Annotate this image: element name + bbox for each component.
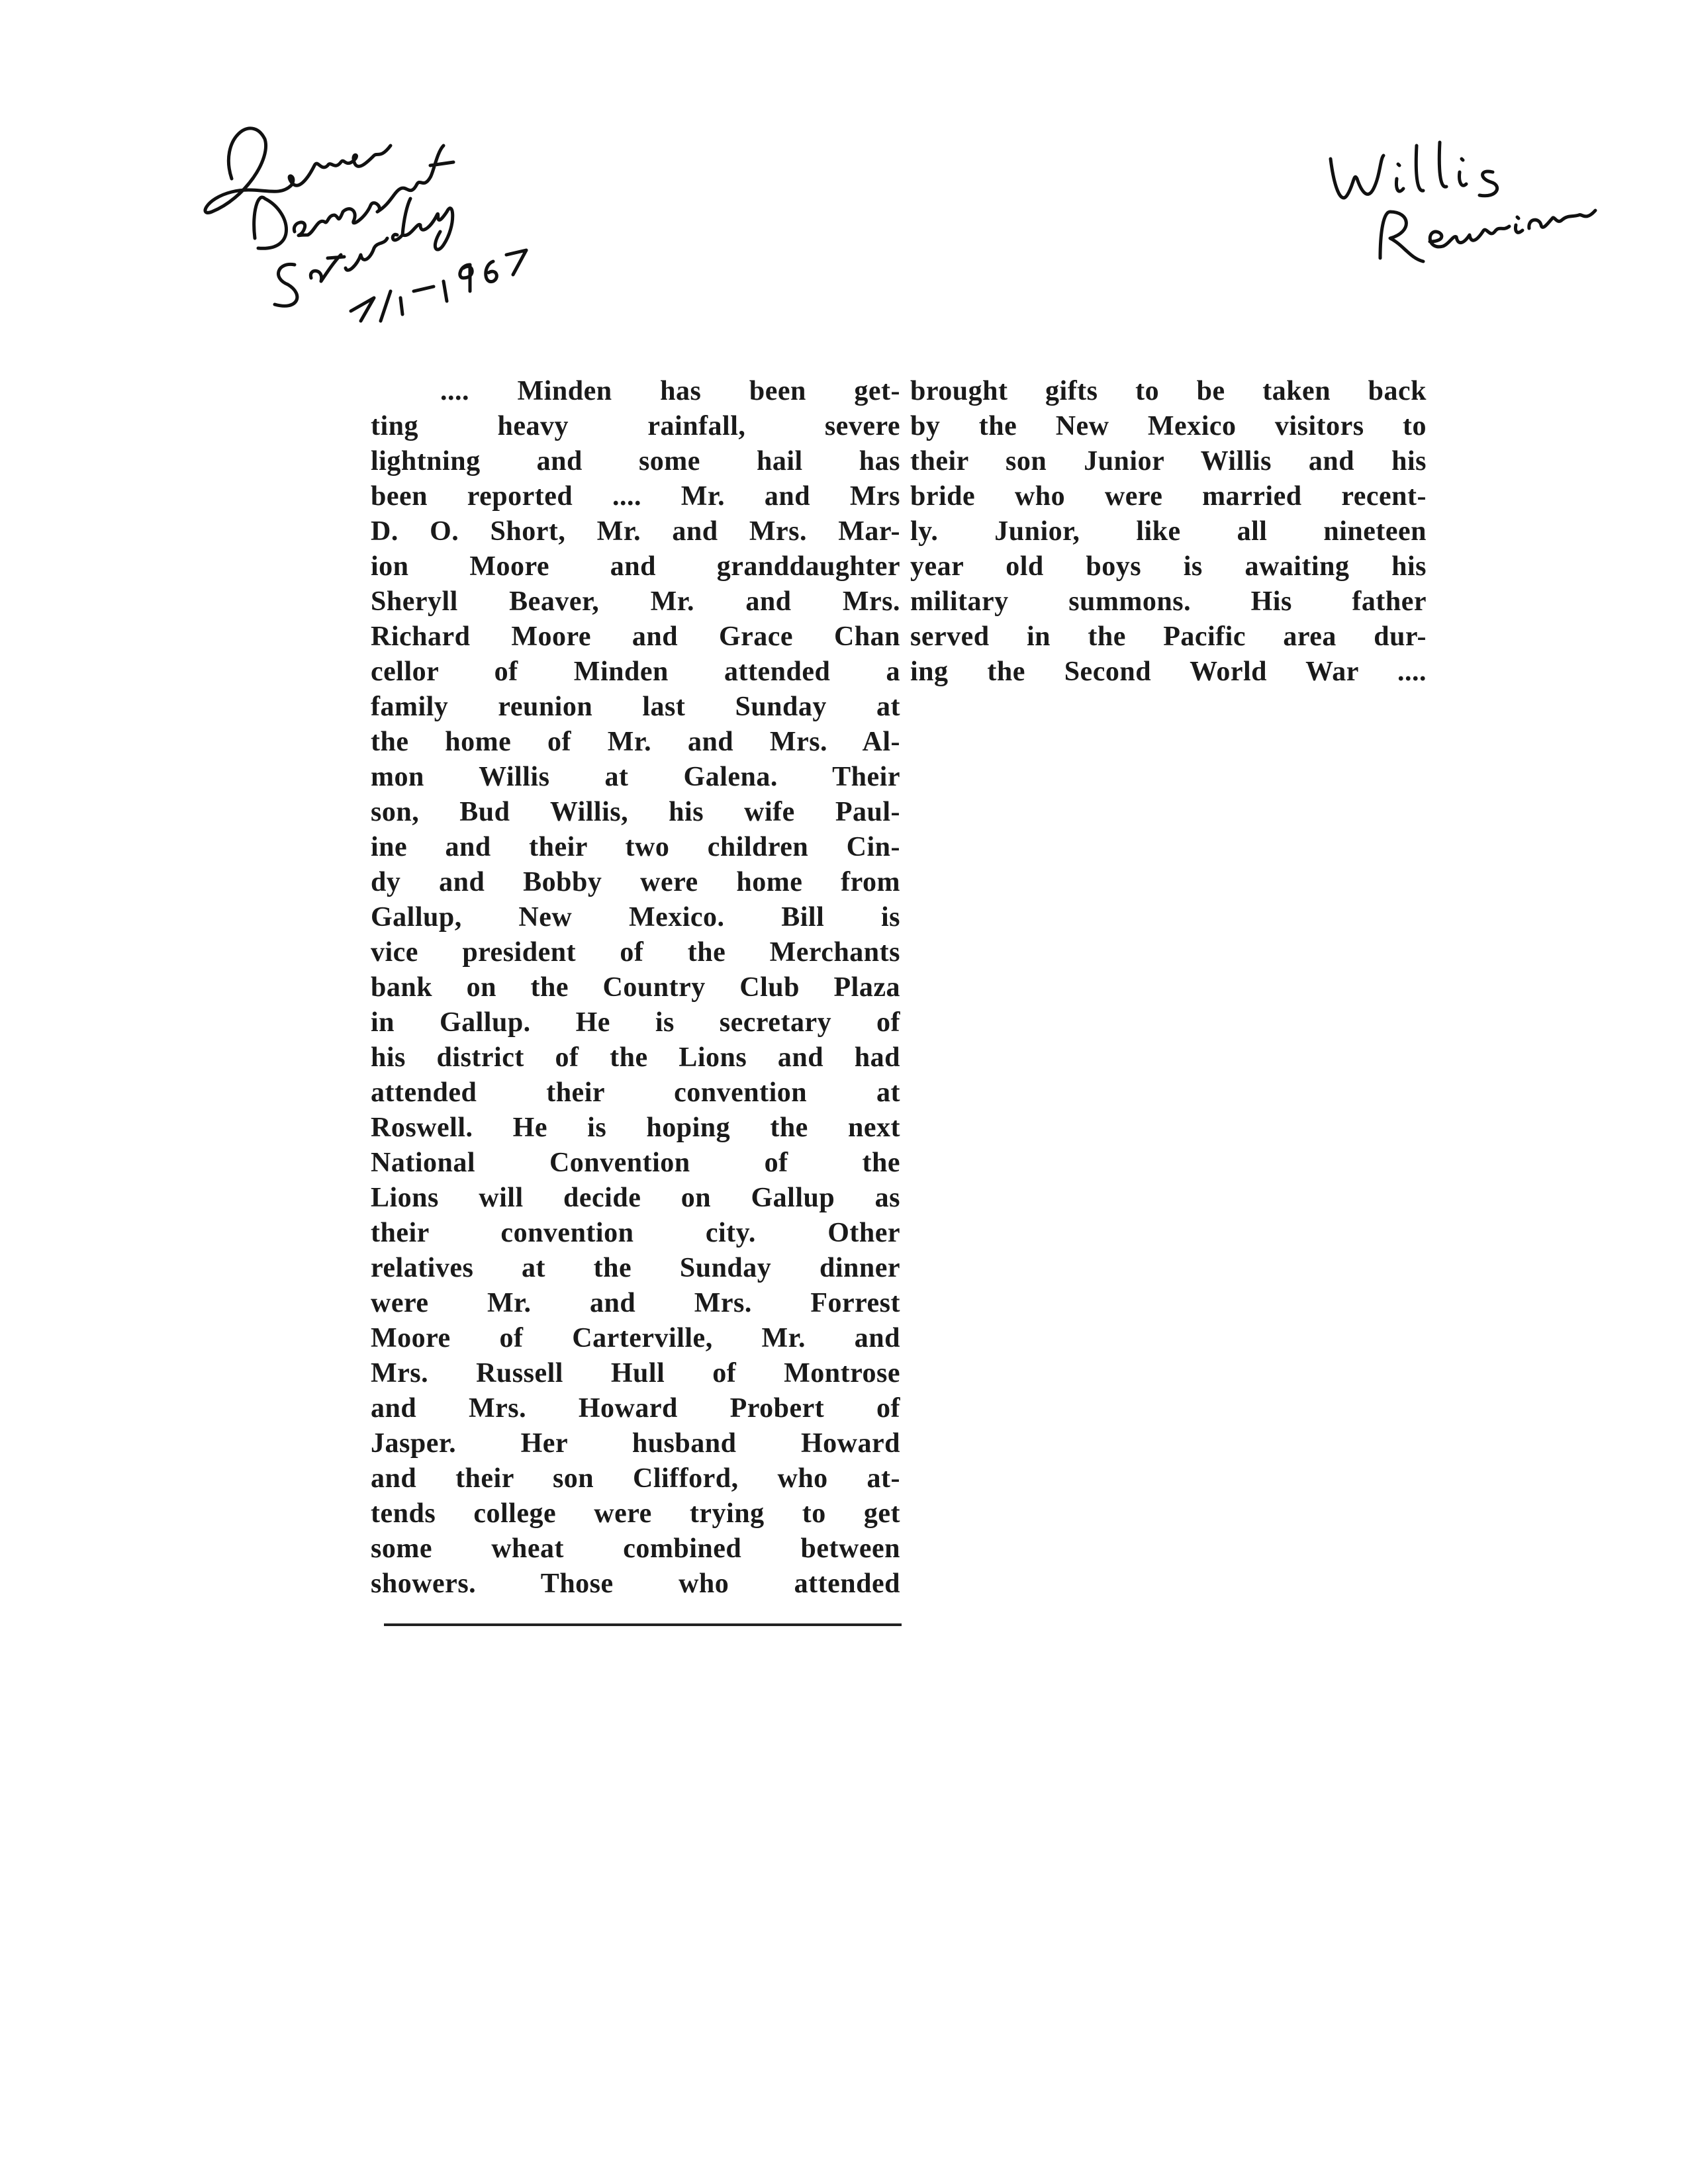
article-line: D. O. Short, Mr. and Mrs. Mar- [371,516,900,547]
article-line: attended their convention at [371,1077,900,1108]
article-line: bride who were married recent- [910,481,1427,512]
article-line: National Convention of the [371,1148,900,1178]
article-line: brought gifts to be taken back [910,376,1427,406]
article-line: tends college were trying to get [371,1498,900,1529]
article-line: were Mr. and Mrs. Forrest [371,1288,900,1318]
article-line: bank on the Country Club Plaza [371,972,900,1003]
article-column-1 [371,374,900,1602]
article-line: Gallup, New Mexico. Bill is [371,902,900,933]
article-line: some wheat combined between [371,1533,900,1564]
column-rule [384,1623,902,1626]
article-line: ing the Second World War .... [910,657,1427,687]
newspaper-clipping [357,374,1430,1638]
article-line: relatives at the Sunday dinner [371,1253,900,1283]
article-line: been reported .... Mr. and Mrs [371,481,900,512]
article-line: Moore of Carterville, Mr. and [371,1323,900,1353]
article-line: Roswell. He is hoping the next [371,1113,900,1143]
handwritten-note-right [1317,132,1609,278]
article-line: showers. Those who attended [371,1569,900,1599]
article-line: lightning and some hail has [371,446,900,477]
article-line: Mrs. Russell Hull of Montrose [371,1358,900,1388]
article-line: mon Willis at Galena. Their [371,762,900,792]
article-line: cellor of Minden attended a [371,657,900,687]
article-line: Sheryll Beaver, Mr. and Mrs. [371,586,900,617]
article-line: his district of the Lions and had [371,1042,900,1073]
article-line: ion Moore and granddaughter [371,551,900,582]
handwritten-note-left [192,99,602,324]
article-line: the home of Mr. and Mrs. Al- [371,727,900,757]
article-line: ly. Junior, like all nineteen [910,516,1427,547]
article-line: vice president of the Merchants [371,937,900,968]
article-line: son, Bud Willis, his wife Paul- [371,797,900,827]
article-line: Richard Moore and Grace Chan [371,621,900,652]
article-line: year old boys is awaiting his [910,551,1427,582]
article-line: ting heavy rainfall, severe [371,411,900,441]
article-line: Lions will decide on Gallup as [371,1183,900,1213]
article-line: by the New Mexico visitors to [910,411,1427,441]
article-line: ine and their two children Cin- [371,832,900,862]
article-line: .... Minden has been get- [440,376,900,406]
article-line: served in the Pacific area dur- [910,621,1427,652]
article-line: and their son Clifford, who at- [371,1463,900,1494]
article-line: military summons. His father [910,586,1427,617]
article-line: Jasper. Her husband Howard [371,1428,900,1459]
article-line: dy and Bobby were home from [371,867,900,897]
article-line: and Mrs. Howard Probert of [371,1393,900,1424]
article-line: their son Junior Willis and his [910,446,1427,477]
article-line: in Gallup. He is secretary of [371,1007,900,1038]
article-line: family reunion last Sunday at [371,692,900,722]
article-line: their convention city. Other [371,1218,900,1248]
article-column-2 [910,374,1427,690]
